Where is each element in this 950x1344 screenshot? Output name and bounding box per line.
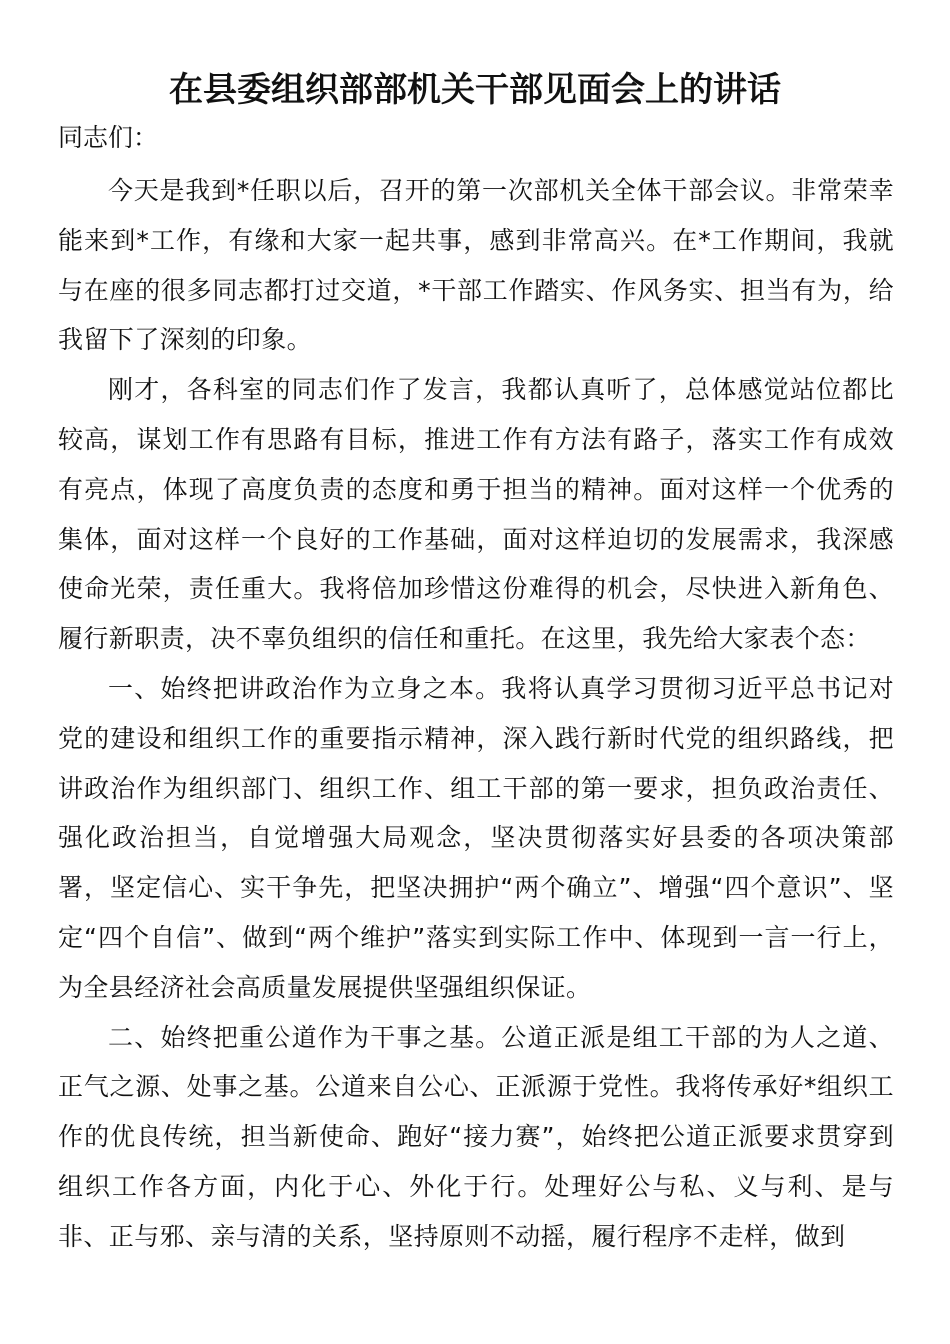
paragraph-opening: 今天是我到*任职以后，召开的第一次部机关全体干部会议。非常荣幸能来到*工作，有缘和大家一起共事，感到非常高兴。在*工作期间，我就与在座的很多同志都打过交道，*干部工作踏实、作风务实、担当有为，给我留下了深刻的印象。 xyxy=(58,176,894,355)
paragraph-point-one: 一、始终把讲政治作为立身之本。我将认真学习贯彻习近平总书记对党的建设和组织工作的重要指示精神，深入践行新时代党的组织路线，把讲政治作为组织部门、组织工作、组工干部的第一要求，担负政治责任、强化政治担当，自觉增强大局观念，坚决贯彻落实好县委的各项决策部署，坚定信心、实干争先，把坚决拥护“两个确立”、增强“四个意识”、坚定“四个自信”、做到“两个维护”落实到实际工作中、体现到一言一行上，为全县经济社会高质量发展提供坚强组织保证。 xyxy=(58,673,894,1002)
paragraph-point-two: 二、始终把重公道作为干事之基。公道正派是组工干部的为人之道、正气之源、处事之基。公道来自公心、正派源于党性。我将传承好*组织工作的优良传统，担当新使命、跑好“接力赛”，始终把公道正派要求贯穿到组织工作各方面，内化于心、外化于行。处理好公与私、义与利、是与非、正与邪、亲与清的关系，坚持原则不动摇，履行程序不走样，做到 xyxy=(58,1022,894,1251)
document-body xyxy=(58,166,894,1262)
salutation: 同志们： xyxy=(58,123,159,152)
document-title: 在县委组织部部机关干部见面会上的讲话 xyxy=(169,70,781,110)
paragraph-impressions: 刚才，各科室的同志们作了发言，我都认真听了，总体感觉站位都比较高，谋划工作有思路有目标，推进工作有方法有路子，落实工作有成效有亮点，体现了高度负责的态度和勇于担当的精神。面对这样一个优秀的集体，面对这样一个良好的工作基础，面对这样迫切的发展需求，我深感使命光荣，责任重大。我将倍加珍惜这份难得的机会，尽快进入新角色、履行新职责，决不辜负组织的信任和重托。在这里，我先给大家表个态： xyxy=(58,375,894,654)
